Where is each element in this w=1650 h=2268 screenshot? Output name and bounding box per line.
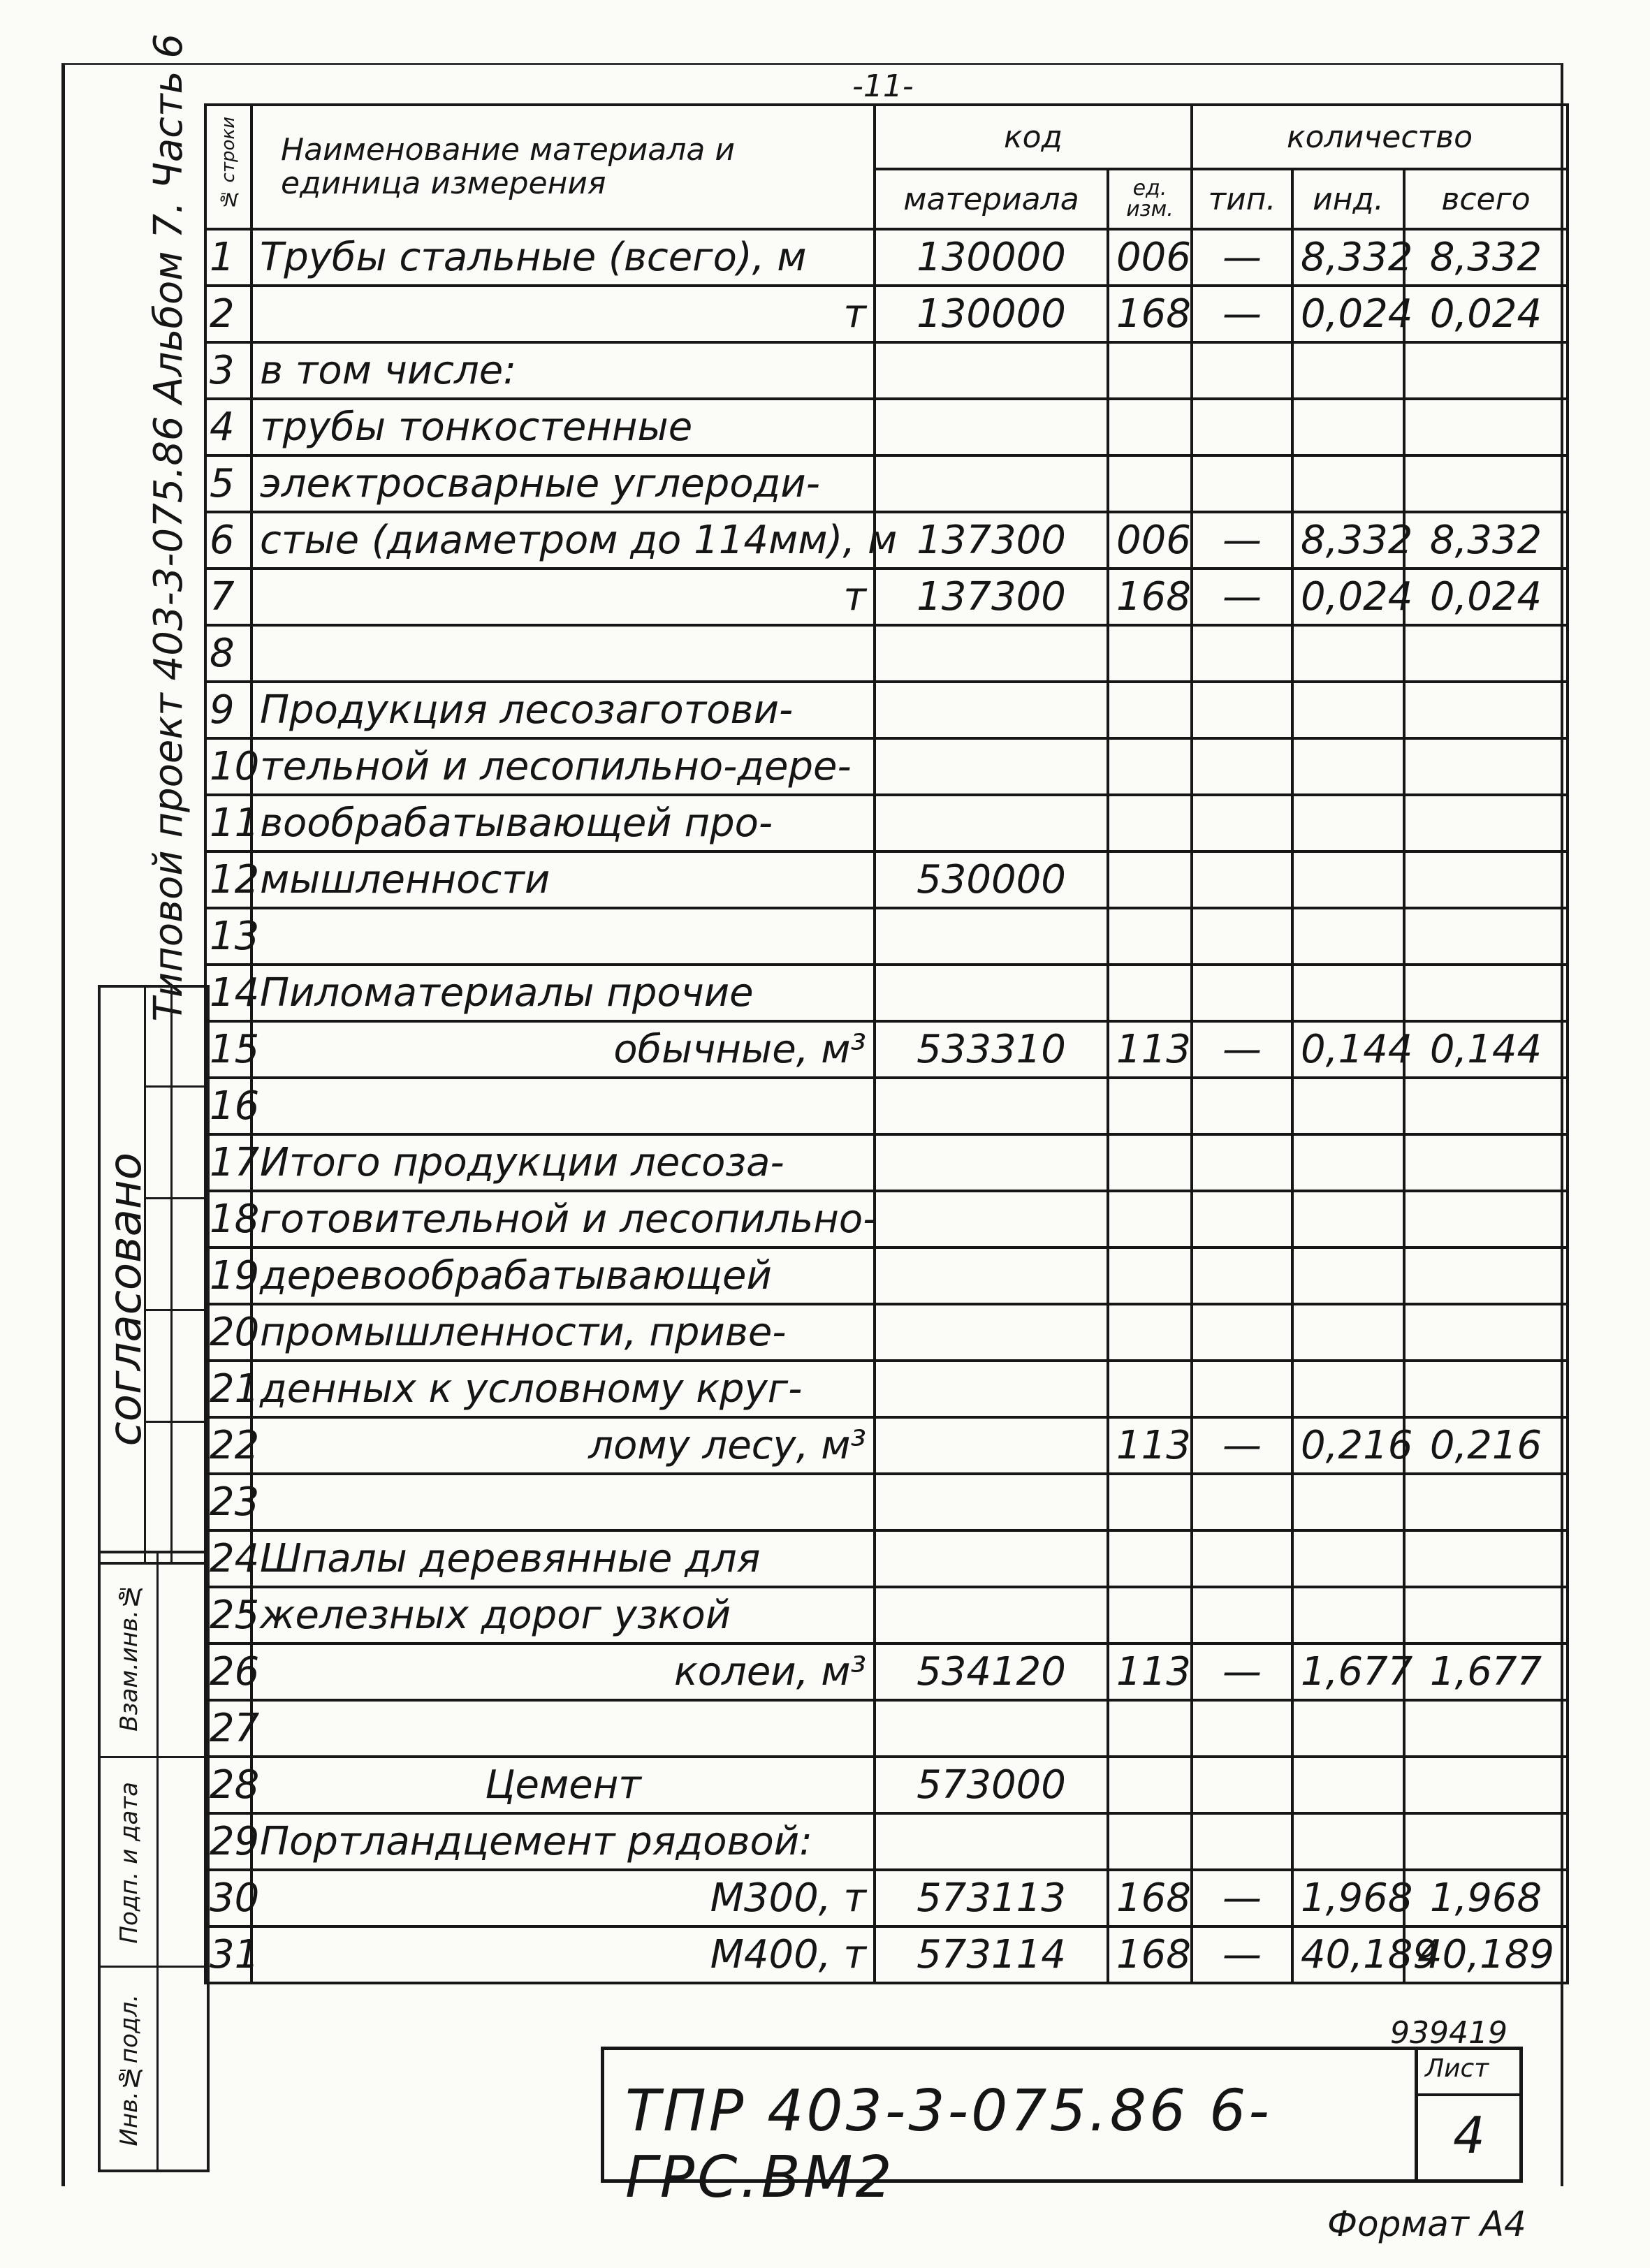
row-number-cell: 2 bbox=[205, 286, 251, 342]
qty-typ-cell bbox=[1192, 738, 1292, 795]
name-cell: обычные, м³ bbox=[251, 1021, 875, 1078]
qty-ind-cell: 0,024 bbox=[1292, 286, 1404, 342]
name-cell: тельной и лесопильно-дере- bbox=[251, 738, 875, 795]
unit-code-cell bbox=[1108, 1248, 1192, 1304]
side-title-text: Типовой проект 403-3-075.86 Альбом 7. Часть 6 bbox=[145, 33, 191, 1022]
material-code-cell bbox=[875, 682, 1108, 738]
row-number-cell: 4 bbox=[205, 399, 251, 455]
qty-ind-cell bbox=[1292, 1134, 1404, 1191]
row-number-cell: 1 bbox=[205, 229, 251, 286]
name-cell: колеи, м³ bbox=[251, 1644, 875, 1700]
unit-code-cell bbox=[1108, 1757, 1192, 1813]
qty-ind-cell bbox=[1292, 1813, 1404, 1870]
spec-table bbox=[204, 103, 1569, 1984]
unit-code-cell bbox=[1108, 625, 1192, 682]
qty-ind-cell bbox=[1292, 1248, 1404, 1304]
name-cell: трубы тонкостенные bbox=[251, 399, 875, 455]
qty-typ-cell bbox=[1192, 1813, 1292, 1870]
material-code-cell bbox=[875, 1361, 1108, 1417]
table-row bbox=[205, 286, 1568, 342]
qty-typ-cell bbox=[1192, 1530, 1292, 1587]
material-code-cell: 534120 bbox=[875, 1644, 1108, 1700]
unit-code-cell: 168 bbox=[1108, 1926, 1192, 1983]
qty-ind-cell bbox=[1292, 1474, 1404, 1530]
qty-total-cell bbox=[1404, 738, 1568, 795]
qty-ind-cell bbox=[1292, 342, 1404, 399]
unit-code-cell bbox=[1108, 1587, 1192, 1644]
row-number-cell: 23 bbox=[205, 1474, 251, 1530]
material-code-cell bbox=[875, 1813, 1108, 1870]
material-code-cell bbox=[875, 1191, 1108, 1248]
reference-number: 939419 bbox=[1390, 2015, 1507, 2051]
table-row bbox=[205, 1700, 1568, 1757]
sheet-number: 4 bbox=[1453, 2106, 1485, 2165]
qty-total-cell: 1,677 bbox=[1404, 1644, 1568, 1700]
table-row bbox=[205, 1078, 1568, 1134]
table-row bbox=[205, 1191, 1568, 1248]
row-number-cell: 27 bbox=[205, 1700, 251, 1757]
table-row bbox=[205, 908, 1568, 965]
row-number-cell: 8 bbox=[205, 625, 251, 682]
stamp-label-sign-date: Подп. и дата bbox=[115, 1781, 143, 1944]
header-qty-ind: инд. bbox=[1292, 169, 1404, 229]
qty-typ-cell: — bbox=[1192, 1417, 1292, 1474]
unit-code-cell: 006 bbox=[1108, 512, 1192, 569]
unit-code-cell bbox=[1108, 795, 1192, 851]
material-code-cell bbox=[875, 738, 1108, 795]
table-row bbox=[205, 851, 1568, 908]
qty-typ-cell: — bbox=[1192, 1926, 1292, 1983]
name-cell: Итого продукции лесоза- bbox=[251, 1134, 875, 1191]
header-code-unit: ед. изм. bbox=[1108, 169, 1192, 229]
qty-total-cell bbox=[1404, 851, 1568, 908]
row-number-cell: 3 bbox=[205, 342, 251, 399]
unit-code-cell bbox=[1108, 1361, 1192, 1417]
qty-ind-cell bbox=[1292, 1361, 1404, 1417]
qty-total-cell bbox=[1404, 1248, 1568, 1304]
table-row bbox=[205, 1304, 1568, 1361]
unit-code-cell: 113 bbox=[1108, 1021, 1192, 1078]
name-cell: промышленности, приве- bbox=[251, 1304, 875, 1361]
name-cell: в том числе: bbox=[251, 342, 875, 399]
qty-total-cell bbox=[1404, 1587, 1568, 1644]
table-row bbox=[205, 1134, 1568, 1191]
qty-typ-cell bbox=[1192, 625, 1292, 682]
table-row bbox=[205, 1361, 1568, 1417]
qty-total-cell: 0,144 bbox=[1404, 1021, 1568, 1078]
qty-ind-cell: 0,144 bbox=[1292, 1021, 1404, 1078]
qty-total-cell bbox=[1404, 625, 1568, 682]
unit-code-cell bbox=[1108, 908, 1192, 965]
material-code-cell bbox=[875, 1248, 1108, 1304]
qty-typ-cell: — bbox=[1192, 229, 1292, 286]
page-number: -11- bbox=[852, 68, 914, 104]
stamp-label-inv-number: Инв.№подл. bbox=[115, 1994, 143, 2146]
material-code-cell bbox=[875, 965, 1108, 1021]
qty-total-cell bbox=[1404, 342, 1568, 399]
row-number-cell: 12 bbox=[205, 851, 251, 908]
stamp-label-replace: Взам.инв.№ bbox=[115, 1581, 143, 1732]
row-number-cell: 11 bbox=[205, 795, 251, 851]
name-cell: М300, т bbox=[251, 1870, 875, 1926]
row-number-cell: 28 bbox=[205, 1757, 251, 1813]
material-code-cell bbox=[875, 625, 1108, 682]
unit-code-cell bbox=[1108, 1700, 1192, 1757]
qty-total-cell bbox=[1404, 965, 1568, 1021]
unit-code-cell bbox=[1108, 965, 1192, 1021]
qty-typ-cell: — bbox=[1192, 512, 1292, 569]
header-quantity: количество bbox=[1192, 105, 1568, 169]
qty-total-cell bbox=[1404, 908, 1568, 965]
side-title bbox=[137, 33, 200, 1022]
stamp-block bbox=[98, 1551, 210, 2172]
unit-code-cell bbox=[1108, 1813, 1192, 1870]
name-cell: Трубы стальные (всего), м bbox=[251, 229, 875, 286]
material-code-cell: 530000 bbox=[875, 851, 1108, 908]
table-row bbox=[205, 1644, 1568, 1700]
qty-typ-cell bbox=[1192, 1078, 1292, 1134]
qty-typ-cell bbox=[1192, 851, 1292, 908]
table-row bbox=[205, 229, 1568, 286]
qty-ind-cell bbox=[1292, 1078, 1404, 1134]
name-cell: вообрабатывающей про- bbox=[251, 795, 875, 851]
qty-ind-cell bbox=[1292, 1304, 1404, 1361]
qty-total-cell: 1,968 bbox=[1404, 1870, 1568, 1926]
qty-typ-cell: — bbox=[1192, 1021, 1292, 1078]
name-cell: Пиломатериалы прочие bbox=[251, 965, 875, 1021]
qty-typ-cell bbox=[1192, 795, 1292, 851]
table-row bbox=[205, 1757, 1568, 1813]
unit-code-cell: 168 bbox=[1108, 286, 1192, 342]
material-code-cell bbox=[875, 342, 1108, 399]
table-row bbox=[205, 1870, 1568, 1926]
table-row bbox=[205, 1530, 1568, 1587]
qty-typ-cell bbox=[1192, 1134, 1292, 1191]
qty-ind-cell: 8,332 bbox=[1292, 229, 1404, 286]
qty-ind-cell: 0,216 bbox=[1292, 1417, 1404, 1474]
name-cell: мышленности bbox=[251, 851, 875, 908]
material-code-cell: 573113 bbox=[875, 1870, 1108, 1926]
table-row bbox=[205, 1417, 1568, 1474]
unit-code-cell bbox=[1108, 1191, 1192, 1248]
material-code-cell bbox=[875, 1530, 1108, 1587]
qty-ind-cell: 1,968 bbox=[1292, 1870, 1404, 1926]
unit-code-cell bbox=[1108, 1304, 1192, 1361]
sheet-box bbox=[1415, 2050, 1519, 2179]
row-number-cell: 15 bbox=[205, 1021, 251, 1078]
qty-ind-cell: 8,332 bbox=[1292, 512, 1404, 569]
table-row bbox=[205, 1474, 1568, 1530]
table-row bbox=[205, 569, 1568, 625]
row-number-cell: 30 bbox=[205, 1870, 251, 1926]
row-number-cell: 16 bbox=[205, 1078, 251, 1134]
qty-total-cell bbox=[1404, 455, 1568, 512]
table-row bbox=[205, 1021, 1568, 1078]
qty-total-cell: 0,216 bbox=[1404, 1417, 1568, 1474]
unit-code-cell bbox=[1108, 738, 1192, 795]
qty-ind-cell bbox=[1292, 1700, 1404, 1757]
qty-typ-cell bbox=[1192, 342, 1292, 399]
table-row bbox=[205, 795, 1568, 851]
table-row bbox=[205, 1587, 1568, 1644]
unit-code-cell bbox=[1108, 455, 1192, 512]
row-number-cell: 29 bbox=[205, 1813, 251, 1870]
row-number-cell: 7 bbox=[205, 569, 251, 625]
material-code-cell: 137300 bbox=[875, 512, 1108, 569]
qty-typ-cell bbox=[1192, 908, 1292, 965]
unit-code-cell bbox=[1108, 1474, 1192, 1530]
row-number-cell: 14 bbox=[205, 965, 251, 1021]
name-cell: готовительной и лесопильно- bbox=[251, 1191, 875, 1248]
qty-typ-cell bbox=[1192, 1304, 1292, 1361]
qty-typ-cell: — bbox=[1192, 1644, 1292, 1700]
name-cell: Шпалы деревянные для bbox=[251, 1530, 875, 1587]
qty-ind-cell bbox=[1292, 795, 1404, 851]
unit-code-cell: 168 bbox=[1108, 1870, 1192, 1926]
material-code-cell: 533310 bbox=[875, 1021, 1108, 1078]
qty-ind-cell: 40,189 bbox=[1292, 1926, 1404, 1983]
qty-total-cell: 8,332 bbox=[1404, 229, 1568, 286]
table-row bbox=[205, 738, 1568, 795]
material-code-cell bbox=[875, 1417, 1108, 1474]
header-code: код bbox=[875, 105, 1192, 169]
title-block bbox=[601, 2047, 1523, 2211]
material-code-cell: 130000 bbox=[875, 286, 1108, 342]
qty-total-cell bbox=[1404, 1474, 1568, 1530]
qty-ind-cell bbox=[1292, 1191, 1404, 1248]
qty-total-cell: 8,332 bbox=[1404, 512, 1568, 569]
row-number-cell: 13 bbox=[205, 908, 251, 965]
row-number-cell: 19 bbox=[205, 1248, 251, 1304]
qty-typ-cell bbox=[1192, 1191, 1292, 1248]
header-qty-typ: тип. bbox=[1192, 169, 1292, 229]
header-name: Наименование материала и единица измерения bbox=[251, 105, 875, 229]
qty-total-cell bbox=[1404, 1757, 1568, 1813]
unit-code-cell bbox=[1108, 342, 1192, 399]
row-number-cell: 21 bbox=[205, 1361, 251, 1417]
table-row bbox=[205, 1926, 1568, 1983]
unit-code-cell bbox=[1108, 399, 1192, 455]
row-number-cell: 17 bbox=[205, 1134, 251, 1191]
qty-ind-cell bbox=[1292, 1757, 1404, 1813]
name-cell: М400, т bbox=[251, 1926, 875, 1983]
material-code-cell bbox=[875, 908, 1108, 965]
header-qty-total: всего bbox=[1404, 169, 1568, 229]
document-code: ТПР 403-3-075.86 6-ГРС.ВМ2 bbox=[625, 2078, 1272, 2211]
material-code-cell bbox=[875, 1134, 1108, 1191]
row-number-cell: 31 bbox=[205, 1926, 251, 1983]
qty-typ-cell bbox=[1192, 1700, 1292, 1757]
name-cell: Продукция лесозаготови- bbox=[251, 682, 875, 738]
qty-ind-cell bbox=[1292, 965, 1404, 1021]
name-cell: железных дорог узкой bbox=[251, 1587, 875, 1644]
name-cell: т bbox=[251, 569, 875, 625]
qty-ind-cell bbox=[1292, 455, 1404, 512]
row-number-cell: 9 bbox=[205, 682, 251, 738]
unit-code-cell bbox=[1108, 1134, 1192, 1191]
material-code-cell bbox=[875, 399, 1108, 455]
material-code-cell: 573114 bbox=[875, 1926, 1108, 1983]
material-code-cell: 130000 bbox=[875, 229, 1108, 286]
qty-ind-cell bbox=[1292, 1530, 1404, 1587]
qty-typ-cell bbox=[1192, 1248, 1292, 1304]
unit-code-cell: 113 bbox=[1108, 1417, 1192, 1474]
qty-typ-cell bbox=[1192, 399, 1292, 455]
format-label: Формат А4 bbox=[1327, 2204, 1526, 2244]
name-cell: лому лесу, м³ bbox=[251, 1417, 875, 1474]
qty-ind-cell: 1,677 bbox=[1292, 1644, 1404, 1700]
qty-total-cell bbox=[1404, 795, 1568, 851]
name-cell: т bbox=[251, 286, 875, 342]
qty-total-cell bbox=[1404, 682, 1568, 738]
material-code-cell bbox=[875, 1078, 1108, 1134]
sheet-label: Лист bbox=[1425, 2054, 1489, 2083]
unit-code-cell: 113 bbox=[1108, 1644, 1192, 1700]
qty-ind-cell bbox=[1292, 851, 1404, 908]
material-code-cell bbox=[875, 1304, 1108, 1361]
table-row bbox=[205, 512, 1568, 569]
qty-total-cell: 0,024 bbox=[1404, 286, 1568, 342]
name-cell: электросварные углероди- bbox=[251, 455, 875, 512]
agreed-label bbox=[94, 1090, 157, 1509]
name-cell: деревообрабатывающей bbox=[251, 1248, 875, 1304]
name-cell: стые (диаметром до 114мм), м bbox=[251, 512, 875, 569]
qty-ind-cell bbox=[1292, 625, 1404, 682]
qty-total-cell bbox=[1404, 1304, 1568, 1361]
table-row bbox=[205, 1248, 1568, 1304]
qty-ind-cell bbox=[1292, 682, 1404, 738]
table-row bbox=[205, 455, 1568, 512]
qty-total-cell bbox=[1404, 1530, 1568, 1587]
material-code-cell bbox=[875, 455, 1108, 512]
unit-code-cell bbox=[1108, 1530, 1192, 1587]
row-number-cell: 22 bbox=[205, 1417, 251, 1474]
qty-total-cell bbox=[1404, 1134, 1568, 1191]
name-cell bbox=[251, 625, 875, 682]
qty-ind-cell bbox=[1292, 399, 1404, 455]
qty-total-cell bbox=[1404, 1700, 1568, 1757]
table-row bbox=[205, 1813, 1568, 1870]
row-number-cell: 26 bbox=[205, 1644, 251, 1700]
material-code-cell bbox=[875, 1587, 1108, 1644]
qty-total-cell bbox=[1404, 1078, 1568, 1134]
qty-typ-cell: — bbox=[1192, 286, 1292, 342]
table-row bbox=[205, 682, 1568, 738]
row-number-cell: 18 bbox=[205, 1191, 251, 1248]
material-code-cell: 573000 bbox=[875, 1757, 1108, 1813]
qty-total-cell: 40,189 bbox=[1404, 1926, 1568, 1983]
material-code-cell bbox=[875, 1700, 1108, 1757]
qty-ind-cell: 0,024 bbox=[1292, 569, 1404, 625]
name-cell bbox=[251, 908, 875, 965]
table-row bbox=[205, 965, 1568, 1021]
row-number-cell: 20 bbox=[205, 1304, 251, 1361]
row-number-cell: 25 bbox=[205, 1587, 251, 1644]
qty-typ-cell bbox=[1192, 1474, 1292, 1530]
table-row bbox=[205, 625, 1568, 682]
unit-code-cell: 006 bbox=[1108, 229, 1192, 286]
material-code-cell: 137300 bbox=[875, 569, 1108, 625]
spec-table-wrapper bbox=[204, 103, 1566, 1984]
header-row-num: № строки bbox=[205, 105, 251, 229]
qty-total-cell bbox=[1404, 1191, 1568, 1248]
table-row bbox=[205, 399, 1568, 455]
row-number-cell: 6 bbox=[205, 512, 251, 569]
row-number-cell: 5 bbox=[205, 455, 251, 512]
row-number-cell: 10 bbox=[205, 738, 251, 795]
name-cell bbox=[251, 1078, 875, 1134]
material-code-cell bbox=[875, 1474, 1108, 1530]
row-number-cell: 24 bbox=[205, 1530, 251, 1587]
qty-typ-cell bbox=[1192, 682, 1292, 738]
unit-code-cell bbox=[1108, 1078, 1192, 1134]
qty-total-cell bbox=[1404, 1813, 1568, 1870]
qty-typ-cell: — bbox=[1192, 1870, 1292, 1926]
qty-typ-cell bbox=[1192, 455, 1292, 512]
unit-code-cell bbox=[1108, 851, 1192, 908]
qty-total-cell bbox=[1404, 399, 1568, 455]
unit-code-cell: 168 bbox=[1108, 569, 1192, 625]
header-code-material: материала bbox=[875, 169, 1108, 229]
qty-total-cell: 0,024 bbox=[1404, 569, 1568, 625]
qty-ind-cell bbox=[1292, 738, 1404, 795]
name-cell bbox=[251, 1700, 875, 1757]
name-cell: Портландцемент рядовой: bbox=[251, 1813, 875, 1870]
agreed-label-text: согласовано bbox=[100, 1152, 152, 1447]
qty-typ-cell bbox=[1192, 965, 1292, 1021]
table-row bbox=[205, 342, 1568, 399]
unit-code-cell bbox=[1108, 682, 1192, 738]
qty-typ-cell: — bbox=[1192, 569, 1292, 625]
qty-typ-cell bbox=[1192, 1587, 1292, 1644]
qty-ind-cell bbox=[1292, 908, 1404, 965]
name-cell: денных к условному круг- bbox=[251, 1361, 875, 1417]
qty-ind-cell bbox=[1292, 1587, 1404, 1644]
name-cell bbox=[251, 1474, 875, 1530]
name-cell: Цемент bbox=[251, 1757, 875, 1813]
qty-typ-cell bbox=[1192, 1757, 1292, 1813]
qty-total-cell bbox=[1404, 1361, 1568, 1417]
qty-typ-cell bbox=[1192, 1361, 1292, 1417]
material-code-cell bbox=[875, 795, 1108, 851]
